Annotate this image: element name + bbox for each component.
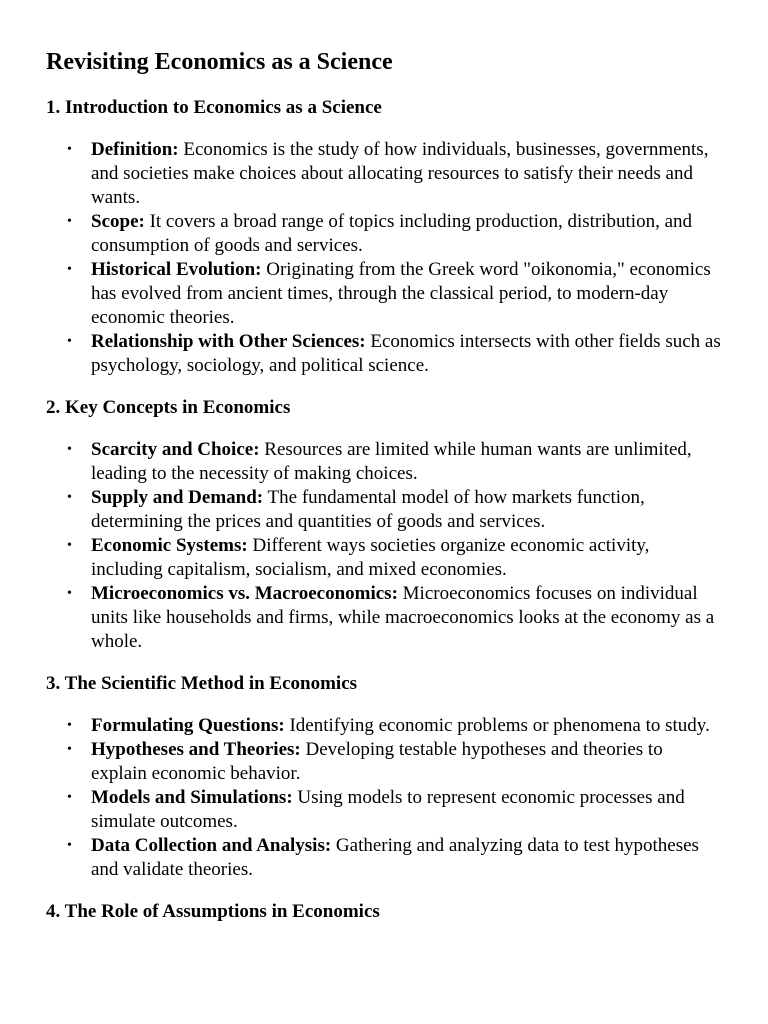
section-heading-key-concepts: 2. Key Concepts in Economics bbox=[46, 397, 291, 418]
list-item bbox=[46, 438, 722, 486]
list-item bbox=[46, 486, 722, 534]
bullet-icon: • bbox=[67, 586, 72, 601]
list-item-text: Using models to represent economic processes and simulate outcomes. bbox=[91, 787, 685, 832]
list-item-text: Resources are limited while human wants are unlimited, leading to the necessity of making choices. bbox=[91, 439, 692, 484]
list-item-term: Economic Systems: bbox=[91, 535, 248, 556]
bullet-icon: • bbox=[67, 334, 72, 349]
list-item bbox=[46, 738, 722, 786]
section-heading-introduction: 1. Introduction to Economics as a Science bbox=[46, 97, 382, 118]
list-item-term: Formulating Questions: bbox=[91, 715, 285, 736]
list-item-text: Gathering and analyzing data to test hypotheses and validate theories. bbox=[91, 835, 699, 880]
list-item-text: Identifying economic problems or phenomena to study. bbox=[284, 715, 710, 736]
list-item bbox=[46, 258, 722, 330]
list-item bbox=[46, 138, 722, 210]
bullet-list-key-concepts bbox=[46, 438, 722, 654]
section-heading-scientific-method: 3. The Scientific Method in Economics bbox=[46, 673, 358, 694]
bullet-list-scientific-method bbox=[46, 714, 722, 882]
list-item-term: Scope: bbox=[91, 211, 145, 232]
list-item-text: The fundamental model of how markets function, determining the prices and quantities of goods and services. bbox=[91, 487, 645, 532]
list-item bbox=[46, 330, 722, 378]
bullet-icon: • bbox=[67, 262, 72, 277]
list-item-term: Scarcity and Choice: bbox=[91, 439, 260, 460]
bullet-icon: • bbox=[67, 142, 72, 157]
list-item-text: Different ways societies organize economic activity, including capitalism, socialism, and mixed economies. bbox=[91, 535, 650, 580]
bullet-list-introduction bbox=[46, 138, 722, 378]
list-item-term: Hypotheses and Theories: bbox=[91, 739, 301, 760]
list-item bbox=[46, 210, 722, 258]
list-item-text: Economics intersects with other fields such as psychology, sociology, and political science. bbox=[91, 331, 721, 376]
list-item bbox=[46, 786, 722, 834]
bullet-icon: • bbox=[67, 838, 72, 853]
list-item-text: Microeconomics focuses on individual units like households and firms, while macroeconomics looks at the economy as a whole. bbox=[91, 583, 715, 652]
list-item bbox=[46, 714, 722, 738]
list-item bbox=[46, 534, 722, 582]
list-item-term: Microeconomics vs. Macroeconomics: bbox=[91, 583, 398, 604]
list-item-text: Originating from the Greek word "oikonomia," economics has evolved from ancient times, through the classical period, to modern-day economic theories. bbox=[91, 259, 711, 328]
list-item-term: Models and Simulations: bbox=[91, 787, 293, 808]
list-item-text: Developing testable hypotheses and theories to explain economic behavior. bbox=[91, 739, 663, 784]
bullet-icon: • bbox=[67, 490, 72, 505]
list-item-term: Supply and Demand: bbox=[91, 487, 264, 508]
list-item-text: It covers a broad range of topics including production, distribution, and consumption of goods and services. bbox=[91, 211, 693, 256]
list-item bbox=[46, 582, 722, 654]
bullet-icon: • bbox=[67, 718, 72, 733]
bullet-icon: • bbox=[67, 442, 72, 457]
bullet-icon: • bbox=[67, 790, 72, 805]
list-item-term: Definition: bbox=[91, 139, 179, 160]
bullet-icon: • bbox=[67, 214, 72, 229]
list-item bbox=[46, 834, 722, 882]
bullet-icon: • bbox=[67, 742, 72, 757]
list-item-term: Historical Evolution: bbox=[91, 259, 262, 280]
list-item-term: Relationship with Other Sciences: bbox=[91, 331, 366, 352]
document-title: Revisiting Economics as a Science bbox=[46, 49, 393, 75]
list-item-term: Data Collection and Analysis: bbox=[91, 835, 332, 856]
bullet-icon: • bbox=[67, 538, 72, 553]
list-item-text: Economics is the study of how individuals, businesses, governments, and societies make choices about allocating resources to satisfy their needs and wants. bbox=[91, 139, 709, 208]
section-heading-assumptions: 4. The Role of Assumptions in Economics bbox=[46, 901, 380, 922]
